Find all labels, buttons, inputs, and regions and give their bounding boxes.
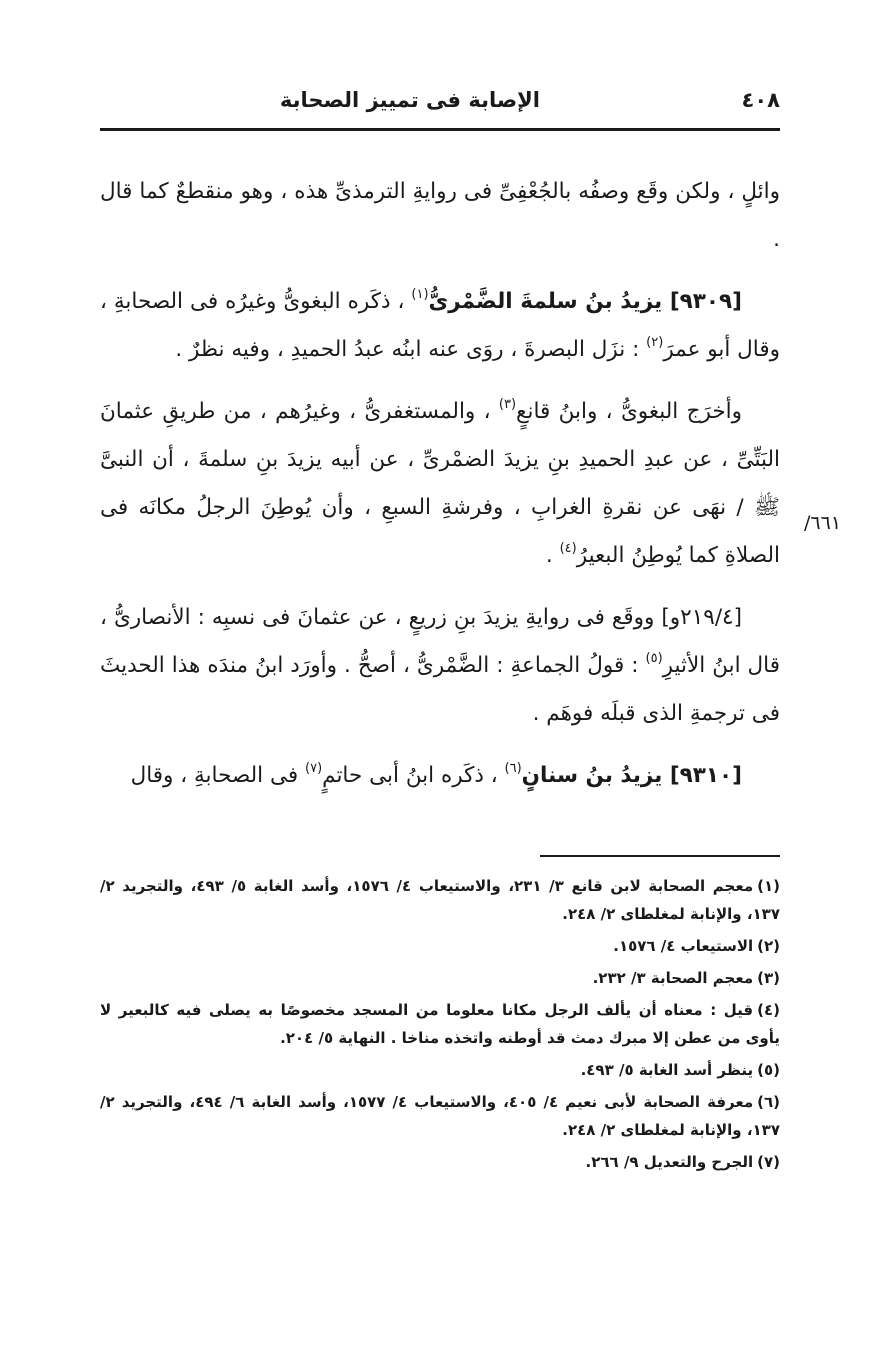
paragraph-4 <box>100 594 780 738</box>
footnote-number: (١) <box>757 877 780 895</box>
main-text <box>100 168 780 814</box>
footnote-ref-7[interactable]: (٧) <box>305 761 323 776</box>
entry-text: ، ذكَره البغوىُّ وغيرُه فى الصحابةِ ، وقال أبو عمرَ <box>100 289 780 362</box>
header-rule <box>100 128 780 131</box>
footnote-5 <box>100 1056 780 1084</box>
footnote-separator <box>540 855 780 857</box>
entry-text: فى الصحابةِ ، وقال <box>130 763 305 788</box>
paragraph-1-text: وائلٍ ، ولكن وقَع وصفُه بالجُعْفِىِّ فى روايةِ الترمذىِّ هذه ، وهو منقطعٌ كما قال . <box>100 179 780 252</box>
footnote-text: معرفة الصحابة لأبى نعيم ٤/ ٤٠٥، والاستيعاب ٤/ ١٥٧٧، وأسد الغابة ٦/ ٤٩٤، والتجريد ٢/ ١٣٧، والإنابة لمغلطاى ٢/ ٢٤٨. <box>100 1093 780 1139</box>
footnote-text: معجم الصحابة لابن قانع ٣/ ٢٣١، والاستيعاب ٤/ ١٥٧٦، وأسد الغابة ٥/ ٤٩٣، والتجريد ٢/ ١٣٧، والإنابة لمغلطاى ٢/ ٢٤٨. <box>100 877 780 923</box>
footnote-text: معجم الصحابة ٣/ ٢٣٢. <box>592 969 754 987</box>
paragraph-text: : قولُ الجماعةِ : الضَّمْرىُّ ، أصحُّ . وأورَد ابنُ مندَه هذا الحديثَ فى ترجمةِ الذى قبلَه فوهَم . <box>100 653 780 726</box>
paragraph-text: وأخرَج البغوىُّ ، وابنُ قانعٍ <box>516 399 742 424</box>
entry-9309 <box>100 278 780 374</box>
footnote-6 <box>100 1088 780 1144</box>
footnote-ref-6[interactable]: (٦) <box>504 761 522 776</box>
paragraph-text: ، والمستغفرىُّ ، وغيرُهم ، من طريقِ عثمانَ البَتِّىِّ ، عن عبدِ الحميدِ بنِ يزيدَ الضمْرىِّ ، عن أبيه يزيدَ بنِ سلمةَ ، أن النبىَّ ﷺ / نهَى عن نقرةِ الغرابِ ، وفرشةِ السبعِ ، وأن يُوطِنَ الرجلُ مكانَه فى الصلاةِ كما يُوطِنُ البعيرُ <box>100 399 780 568</box>
footnote-ref-3[interactable]: (٣) <box>498 397 517 412</box>
entry-text: ، ذكَره ابنُ أبى حاتمٍ <box>322 763 505 788</box>
paragraph-1 <box>100 168 780 264</box>
footnote-1 <box>100 872 780 928</box>
footnote-ref-2[interactable]: (٢) <box>646 335 664 350</box>
paragraph-3 <box>100 388 780 580</box>
footnote-4 <box>100 996 780 1052</box>
page-number: ٤٠٨ <box>741 88 780 112</box>
footnote-text: الاستيعاب ٤/ ١٥٧٦. <box>613 937 754 955</box>
paragraph-text: . <box>545 543 560 568</box>
entry-heading: [٩٣١٠] يزيدُ بنُ سنانٍ <box>521 763 742 788</box>
footnotes <box>100 872 780 1180</box>
footnote-number: (٢) <box>757 937 780 955</box>
entry-text: : نزَل البصرةَ ، روَى عنه ابنُه عبدُ الحميدِ ، وفيه نظرٌ . <box>175 337 647 362</box>
footnote-text: ينظر أسد الغابة ٥/ ٤٩٣. <box>580 1061 754 1079</box>
footnote-text: قيل : معناه أن يألف الرجل مكانا معلوما من المسجد مخصوصًا به يصلى فيه كالبعير لا يأوى من عطن إلا مبرك دمث قد أوطنه واتخذه مناخا . النهاية ٥/ ٢٠٤. <box>100 1001 780 1047</box>
entry-heading: [٩٣٠٩] يزيدُ بنُ سلمةَ الضَّمْرىُّ <box>428 289 742 314</box>
footnote-number: (٦) <box>757 1093 781 1111</box>
footnote-ref-1[interactable]: (١) <box>411 287 429 302</box>
footnote-ref-5[interactable]: (٥) <box>645 651 663 666</box>
margin-page-reference: /٦٦١ <box>804 512 842 534</box>
footnote-3 <box>100 964 780 992</box>
page-header <box>100 88 780 122</box>
footnote-number: (٣) <box>757 969 780 987</box>
running-title: الإصابة فى تمييز الصحابة <box>279 88 540 112</box>
footnote-7 <box>100 1148 780 1176</box>
paragraph-text: [٢١٩/٤و] ووقَع فى روايةِ يزيدَ بنِ زريعٍ ، عن عثمانَ فى نسبِه : الأنصارىُّ ، قال ابنُ الأثيرِ <box>100 605 781 678</box>
entry-9310 <box>100 752 780 800</box>
footnote-2 <box>100 932 780 960</box>
footnote-number: (٤) <box>757 1001 780 1019</box>
footnote-number: (٥) <box>757 1061 780 1079</box>
footnote-ref-4[interactable]: (٤) <box>559 541 577 556</box>
footnote-text: الجرح والتعديل ٩/ ٢٦٦. <box>585 1153 754 1171</box>
footnote-number: (٧) <box>757 1153 780 1171</box>
